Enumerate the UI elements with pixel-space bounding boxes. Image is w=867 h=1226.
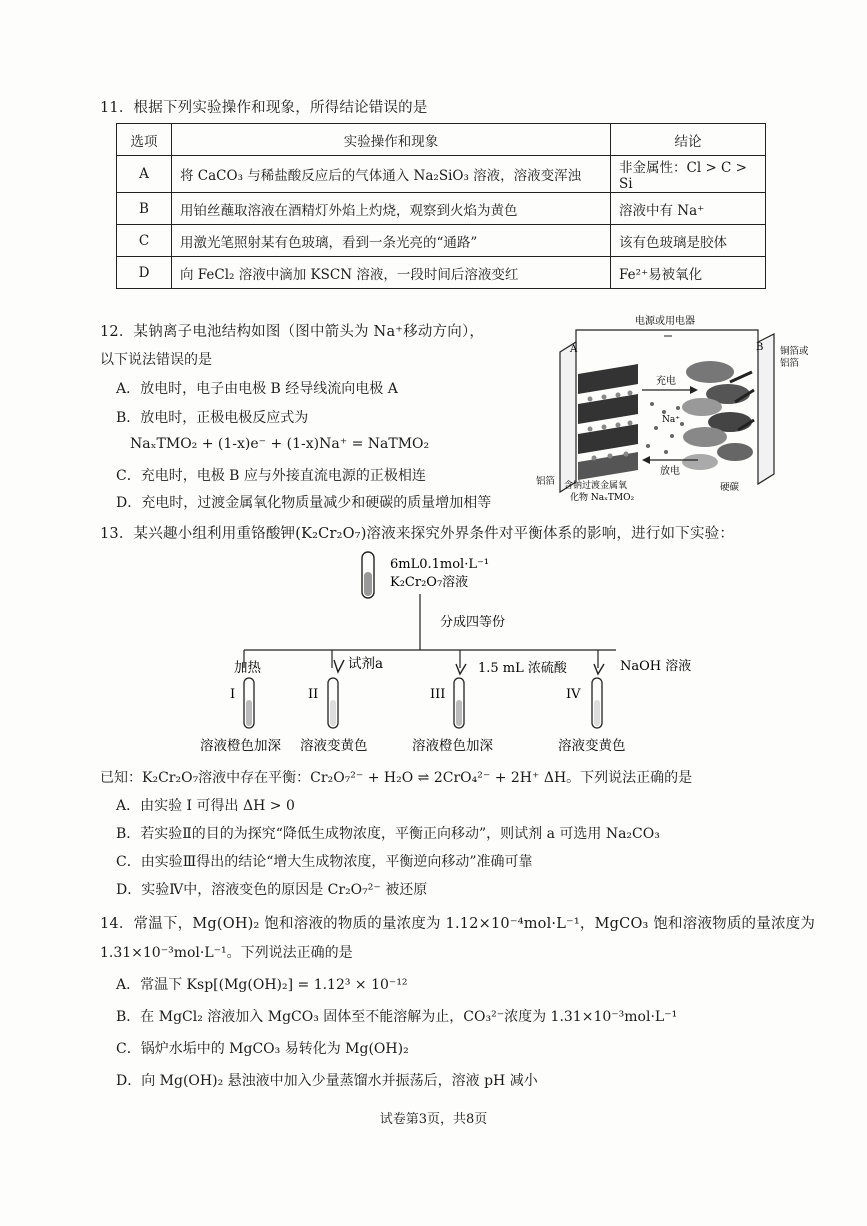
experiment-flowchart: [200, 548, 700, 758]
foil-label-2: 铝箔: [780, 358, 800, 369]
q13-option-a: A．由实验 I 可得出 ΔH > 0: [116, 798, 295, 814]
discharge-label: 放电: [660, 466, 680, 477]
layered-oxide: [578, 364, 638, 480]
condition-reagent-a: 试剂a: [348, 656, 384, 672]
table-row: [117, 193, 766, 225]
split-label: 分成四等份: [440, 615, 506, 630]
row-conclusion: Fe²⁺易被氧化: [611, 257, 766, 289]
tube-label-4: IV: [566, 687, 581, 702]
test-tube-3: [454, 678, 464, 728]
test-tube-2: [328, 678, 338, 728]
test-tube-4: [592, 678, 602, 728]
q13-option-b: B．若实验Ⅱ的目的为探究“降低生成物浓度，平衡正向移动”，则试剂 a 可选用 Na₂CO₃: [116, 826, 660, 842]
q14-option-a: A．常温下 Ksp[(Mg(OH)₂] = 1.12³ × 10⁻¹²: [116, 977, 408, 993]
oxide-label-1: 含钠过渡金属氧: [564, 481, 628, 491]
hard-carbon-label: 硬碳: [720, 482, 740, 493]
header-operation: 实验操作和现象: [172, 124, 611, 156]
source-conc: 6mL0.1mol·L⁻¹: [390, 557, 490, 572]
q14-option-b: B．在 MgCl₂ 溶液加入 MgCO₃ 固体至不能溶解为止，CO₃²⁻浓度为 1.31×10⁻³mol·L⁻¹: [116, 1009, 678, 1025]
battery-diagram: [530, 312, 820, 512]
q12-option-d: D．充电时，过渡金属氧化物质量减少和硬碳的质量增加相等: [116, 495, 492, 511]
row-conclusion: 该有色玻璃是胶体: [611, 225, 766, 257]
q12-option-b-equation: NaₓTMO₂ + (1-x)e⁻ + (1-x)Na⁺ = NaTMO₂: [130, 436, 430, 452]
row-operation: 向 FeCl₂ 溶液中滴加 KSCN 溶液，一段时间后溶液变红: [172, 257, 611, 289]
row-conclusion: 非金属性：Cl > C > Si: [611, 156, 766, 193]
q14-option-d: D．向 Mg(OH)₂ 悬浊液中加入少量蒸馏水并振荡后，溶液 pH 减小: [116, 1073, 538, 1089]
row-operation: 将 CaCO₃ 与稀盐酸反应后的气体通入 Na₂SiO₃ 溶液，溶液变浑浊: [172, 156, 611, 193]
tube-label-2: II: [308, 687, 319, 702]
q12-option-c: C．充电时，电极 B 应与外接直流电源的正极相连: [116, 468, 426, 484]
q14-option-c: C．锅炉水垢中的 MgCO₃ 易转化为 Mg(OH)₂: [116, 1041, 409, 1057]
tube-label-3: III: [430, 687, 446, 702]
ion-label: Na⁺: [662, 415, 680, 425]
condition-heat: 加热: [234, 660, 261, 676]
q12-stem-line2: 以下说法错误的是: [100, 352, 212, 368]
q13-stem: 13．某兴趣小组利用重铬酸钾(K₂Cr₂O₇)溶液来探究外界条件对平衡体系的影响，进行如下实验：: [100, 526, 735, 542]
row-option: B: [117, 193, 172, 225]
result-1: 溶液橙色加深: [200, 738, 281, 754]
row-option: A: [117, 156, 172, 193]
row-conclusion: 溶液中有 Na⁺: [611, 193, 766, 225]
al-foil-label: 铝箔: [536, 476, 556, 487]
page-footer: 试卷第3页，共8页: [379, 1112, 488, 1127]
table-row: [117, 257, 766, 289]
test-tube-1: [244, 678, 254, 728]
label-b: B: [756, 342, 764, 353]
label-a: A: [570, 344, 578, 355]
electrode-b: [758, 334, 774, 484]
result-2: 溶液变黄色: [300, 738, 368, 754]
table-header-row: [117, 124, 766, 156]
q13-option-c: C．由实验Ⅲ得出的结论“增大生成物浓度，平衡逆向移动”准确可靠: [116, 854, 533, 870]
sodium-ions: [646, 402, 684, 454]
condition-sulfuric-acid: 1.5 mL 浓硫酸: [478, 661, 567, 676]
q13-option-d: D．实验Ⅳ中，溶液变色的原因是 Cr₂O₇²⁻ 被还原: [116, 882, 428, 898]
q14-stem-line2: 1.31×10⁻³mol·L⁻¹。下列说法正确的是: [100, 945, 353, 961]
table-row: [117, 225, 766, 257]
row-operation: 用铂丝蘸取溶液在酒精灯外焰上灼烧，观察到火焰为黄色: [172, 193, 611, 225]
row-option: D: [117, 257, 172, 289]
electrode-a: [560, 342, 576, 492]
condition-naoh: NaOH 溶液: [620, 659, 692, 674]
q12-option-a: A．放电时，电子由电极 B 经导线流向电极 A: [116, 381, 398, 397]
table-row: [117, 156, 766, 193]
q12-option-b: B．放电时，正极电极反应式为: [116, 410, 309, 426]
source-solution: K₂Cr₂O₇溶液: [390, 575, 469, 590]
oxide-label-2: 化物 NaₓTMO₂: [570, 493, 635, 503]
q11-table: [116, 123, 766, 289]
row-option: C: [117, 225, 172, 257]
q14-stem-line1: 14．常温下，Mg(OH)₂ 饱和溶液的物质的量浓度为 1.12×10⁻⁴mol·L⁻¹，MgCO₃ 饱和溶液物质的量浓度为: [100, 916, 816, 932]
charge-label: 充电: [656, 376, 676, 387]
row-operation: 用激光笔照射某有色玻璃，看到一条光亮的“通路”: [172, 225, 611, 257]
hard-carbon: [682, 361, 754, 470]
power-label: 电源或用电器: [635, 316, 695, 327]
header-option: 选项: [117, 124, 172, 156]
header-conclusion: 结论: [611, 124, 766, 156]
result-3: 溶液橙色加深: [412, 738, 493, 754]
q11-stem: 11．根据下列实验操作和现象，所得结论错误的是: [100, 100, 428, 116]
q13-known: 已知：K₂Cr₂O₇溶液中存在平衡：Cr₂O₇²⁻ + H₂O ⇌ 2CrO₄²⁻ + 2H⁺ ΔH。下列说法正确的是: [100, 770, 693, 786]
foil-label-1: 铜箔或: [780, 346, 809, 357]
result-4: 溶液变黄色: [558, 738, 626, 754]
q12-stem-line1: 12．某钠离子电池结构如图（图中箭头为 Na⁺移动方向），: [100, 324, 485, 340]
tube-label-1: I: [230, 687, 236, 702]
